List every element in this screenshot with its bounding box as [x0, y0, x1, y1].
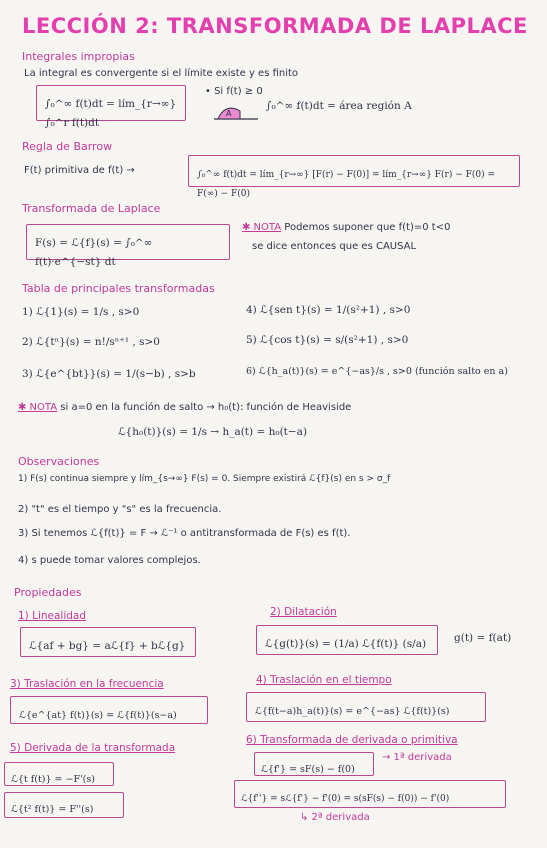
property-5-box-1 — [4, 762, 114, 786]
page-title: LECCIÓN 2: TRANSFORMADA DE LAPLACE — [22, 14, 528, 38]
integral-box — [36, 85, 186, 129]
property-2-formula: ℒ{g(t)}(s) = (1/a) ℒ{f(t)} (s/a) — [265, 638, 427, 650]
nota-causal-line2: se dice entonces que es CAUSAL — [252, 241, 417, 252]
property-6-formula-2: ℒ{f''} = sℒ{f'} − f'(0) = s(sF(s) − f(0)) − f'(0) — [241, 794, 450, 804]
tabla-nota-line1: si a=0 en la función de salto → h₀(t): función de Heaviside — [60, 402, 352, 413]
section-heading-tabla: Tabla de principales transformadas — [22, 282, 215, 295]
tabla-nota — [18, 402, 351, 413]
property-2-box — [256, 625, 438, 655]
property-6-note-2: ↳ 2ª derivada — [300, 812, 370, 823]
property-1-label: 1) Linealidad — [18, 610, 87, 622]
observacion-4: 4) s puede tomar valores complejos. — [18, 555, 201, 566]
table-item-2: 2) ℒ{tⁿ}(s) = n!/sⁿ⁺¹ , s>0 — [22, 336, 160, 348]
laplace-nota — [242, 222, 450, 233]
property-5-formula-1: ℒ{t f(t)} = −F'(s) — [11, 774, 95, 785]
area-sketch-icon — [212, 103, 260, 121]
section-heading-observaciones: Observaciones — [18, 455, 100, 468]
observacion-1: 1) F(s) continua siempre y lím_{s→∞} F(s) = 0. Siempre existirá ℒ{f}(s) en s > σ_f — [18, 474, 391, 484]
area-formula: ∫₀^∞ f(t)dt = área región A — [266, 100, 412, 112]
property-1-box — [20, 627, 196, 657]
property-5-formula-2: ℒ{t² f(t)} = F''(s) — [11, 804, 94, 815]
table-item-6: 6) ℒ{h_a(t)}(s) = e^{−as}/s , s>0 (función salto en a) — [246, 366, 508, 377]
nota-causal-line1: Podemos suponer que f(t)=0 t<0 — [284, 222, 451, 233]
table-item-5: 5) ℒ{cos t}(s) = s/(s²+1) , s>0 — [246, 334, 409, 346]
nota-label: ✱ NOTA — [242, 222, 282, 233]
observacion-3: 3) Si tenemos ℒ{f(t)} = F → ℒ⁻¹ o antitransformada de F(s) es f(t). — [18, 528, 351, 539]
property-6-label: 6) Transformada de derivada o primitiva — [246, 734, 458, 746]
property-3-label: 3) Traslación en la frecuencia — [10, 678, 164, 690]
tabla-nota-label: ✱ NOTA — [18, 402, 58, 413]
property-5-box-2 — [4, 792, 124, 818]
barrow-primitive-text: F(t) primitiva de f(t) → — [24, 165, 135, 176]
integral-convergence-text: La integral es convergente si el límite existe y es finito — [24, 68, 299, 79]
table-item-3: 3) ℒ{e^{bt}}(s) = 1/(s−b) , s>b — [22, 368, 196, 380]
section-heading-barrow: Regla de Barrow — [22, 140, 113, 153]
laplace-definition-box — [26, 224, 230, 268]
property-6-box-2 — [234, 780, 506, 808]
property-2-side: g(t) = f(at) — [454, 632, 512, 644]
property-1-formula: ℒ{af + bg} = aℒ{f} + bℒ{g} — [29, 640, 186, 652]
property-6-note-1: → 1ª derivada — [382, 752, 452, 763]
area-label: A — [226, 109, 232, 118]
section-heading-laplace: Transformada de Laplace — [22, 202, 161, 215]
barrow-formula: ∫₀^∞ f(t)dt = lím_{r→∞} [F(r) − F(0)] = lím_{r→∞} F(r) − F(0) = F(∞) − F(0) — [197, 170, 496, 199]
tabla-nota-line2: ℒ{h₀(t)}(s) = 1/s → h_a(t) = h₀(t−a) — [118, 426, 308, 438]
laplace-definition-formula: F(s) = ℒ{f}(s) = ∫₀^∞ f(t)·e^{−st} dt — [35, 237, 153, 268]
table-item-1: 1) ℒ{1}(s) = 1/s , s>0 — [22, 306, 140, 318]
observacion-2: 2) "t" es el tiempo y "s" es la frecuencia. — [18, 504, 222, 515]
property-4-label: 4) Traslación en el tiempo — [256, 674, 392, 686]
integral-formula: ∫₀^∞ f(t)dt = lím_{r→∞} ∫₀^r f(t)dt — [45, 98, 177, 129]
property-4-formula: ℒ{f(t−a)h_a(t)}(s) = e^{−as} ℒ{f(t)}(s) — [255, 706, 450, 717]
table-item-4: 4) ℒ{sen t}(s) = 1/(s²+1) , s>0 — [246, 304, 411, 316]
section-heading-propiedades: Propiedades — [14, 586, 82, 599]
section-heading-integrales: Integrales impropias — [22, 50, 135, 63]
property-4-box — [246, 692, 486, 722]
property-5-label: 5) Derivada de la transformada — [10, 742, 176, 754]
property-3-formula: ℒ{e^{at} f(t)}(s) = ℒ{f(t)}(s−a) — [19, 710, 177, 721]
barrow-box — [188, 155, 520, 199]
property-6-box-1 — [254, 752, 374, 776]
if-condition: • Si f(t) ≥ 0 — [205, 86, 263, 97]
property-2-label: 2) Dilatación — [270, 606, 337, 618]
property-3-box — [10, 696, 208, 724]
property-6-formula-1: ℒ{f'} = sF(s) − f(0) — [261, 764, 355, 775]
